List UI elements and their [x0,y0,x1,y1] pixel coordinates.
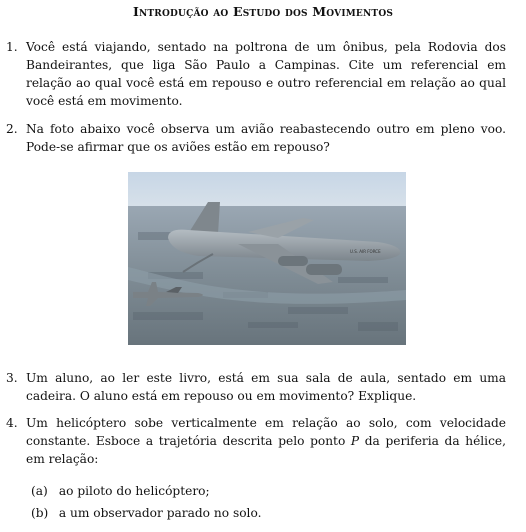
question-number: 3. [6,371,18,385]
question-3 [6,369,506,405]
question-4 [6,414,506,468]
question-number: 2. [6,122,18,136]
question-1 [6,38,506,110]
question-number: 4. [6,416,18,430]
subitem-a [31,484,210,498]
question-text: Um aluno, ao ler este livro, está em sua sala de aula, sentado em uma cadeira. O aluno está em repouso ou em movimento? Explique. [26,371,506,403]
subitem-label: (a) [31,484,48,498]
question-text: Você está viajando, sentado na poltrona de um ônibus, pela Rodovia dos Bandeirantes, que liga São Paulo a Campinas. Cite um referencial em relação ao qual você está em repouso e outro referencial em relação ao qual você está em movimento. [26,40,506,108]
question-text: Um helicóptero sobe verticalmente em relação ao solo, com velocidade constante. Esboce a trajetória descrita pelo ponto P da periferia da hélice, em relação: [26,416,506,466]
tanker-marking: U.S. AIR FORCE [350,249,381,254]
subitem-label: (b) [31,506,49,520]
question-2 [6,120,506,156]
subitem-text: a um observador parado no solo. [58,506,262,520]
subitem-b [31,506,261,520]
question-text: Na foto abaixo você observa um avião reabastecendo outro em pleno voo. Pode-se afirmar que os aviões estão em repouso? [26,122,506,154]
subitem-text: ao piloto do helicóptero; [58,484,210,498]
refueling-photo [128,172,406,345]
page-title: Introdução ao Estudo dos Movimentos [132,4,394,19]
question-number: 1. [6,40,18,54]
